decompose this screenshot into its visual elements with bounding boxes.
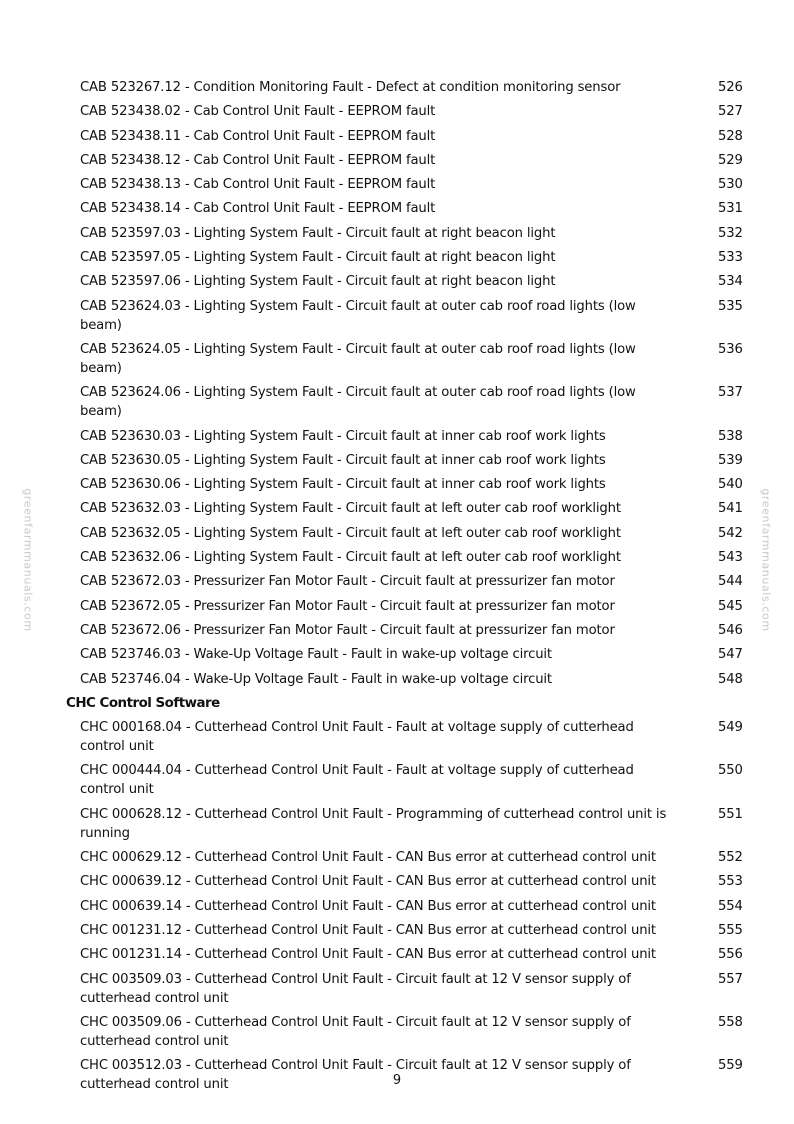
toc-entry-title: CAB 523630.05 - Lighting System Fault - Circuit fault at inner cab roof work lights [80, 452, 606, 468]
toc-entry-page: 529 [718, 152, 743, 168]
toc-entry[interactable] [66, 499, 756, 518]
toc-entry[interactable] [66, 175, 756, 194]
toc-entry-title: CAB 523630.03 - Lighting System Fault - Circuit fault at inner cab roof work lights [80, 428, 606, 444]
toc-entry[interactable] [66, 761, 756, 799]
toc-entry-title: CAB 523746.04 - Wake-Up Voltage Fault - Fault in wake-up voltage circuit [80, 671, 552, 687]
toc-entry[interactable] [66, 848, 756, 867]
toc-entry-page: 540 [718, 477, 743, 493]
toc-entry[interactable] [66, 597, 756, 616]
toc-entry-title: CAB 523267.12 - Condition Monitoring Fault - Defect at condition monitoring sensor [80, 80, 621, 95]
toc-entry-title: CAB 523746.03 - Wake-Up Voltage Fault - Fault in wake-up voltage circuit [80, 647, 552, 663]
toc-entry-title: CHC 001231.12 - Cutterhead Control Unit Fault - CAN Bus error at cutterhead control unit [80, 922, 656, 938]
toc-entry-title: CHC 000168.04 - Cutterhead Control Unit Fault - Fault at voltage supply of cutterhead control unit [80, 720, 634, 755]
toc-entry-page: 553 [718, 874, 743, 890]
toc-entry[interactable] [66, 383, 756, 421]
toc-entry-page: 532 [718, 225, 743, 241]
toc-entry-page: 544 [718, 574, 743, 590]
toc-entry-page: 555 [718, 922, 743, 938]
toc-entry[interactable] [66, 921, 756, 940]
watermark-right: greenfarmmanuals.com [759, 488, 773, 632]
toc-entry-title: CAB 523597.06 - Lighting System Fault - Circuit fault at right beacon light [80, 274, 556, 290]
toc-entry-page: 533 [718, 250, 743, 266]
toc-entry-title: CAB 523438.12 - Cab Control Unit Fault - EEPROM fault [80, 152, 436, 168]
toc-entry-title: CHC 000444.04 - Cutterhead Control Unit Fault - Fault at voltage supply of cutterhead control unit [80, 763, 634, 798]
toc-entry-page: 556 [718, 947, 743, 963]
toc-entry-page: 538 [718, 428, 743, 444]
toc-entry-title: CAB 523624.06 - Lighting System Fault - Circuit fault at outer cab roof road lights (low beam) [80, 385, 636, 420]
toc-entry[interactable] [66, 340, 756, 378]
toc-entry[interactable] [66, 297, 756, 335]
toc-entry[interactable] [66, 451, 756, 470]
page-number: 9 [392, 1073, 402, 1088]
toc-entry[interactable] [66, 224, 756, 243]
toc-entry[interactable] [66, 102, 756, 121]
toc-entry-page: 541 [718, 501, 743, 517]
toc-entry-page: 550 [718, 763, 743, 779]
toc-entry-page: 530 [718, 177, 743, 193]
toc-entry[interactable] [66, 805, 756, 843]
toc-entry-title: CAB 523624.05 - Lighting System Fault - Circuit fault at outer cab roof road lights (low beam) [80, 341, 636, 376]
toc-entry-title: CAB 523438.11 - Cab Control Unit Fault - EEPROM fault [80, 128, 436, 144]
toc-entry-page: 537 [718, 385, 743, 401]
toc-entry[interactable] [66, 78, 756, 97]
toc-entry[interactable] [66, 127, 756, 146]
toc-entry[interactable] [66, 872, 756, 891]
toc-entry-page: 534 [718, 274, 743, 290]
toc-entry-page: 535 [718, 298, 743, 314]
toc-entry[interactable] [66, 475, 756, 494]
toc-entry-title: CAB 523672.03 - Pressurizer Fan Motor Fault - Circuit fault at pressurizer fan motor [80, 574, 615, 590]
toc-entry-title: CAB 523438.02 - Cab Control Unit Fault - EEPROM fault [80, 104, 436, 120]
toc-entry-page: 557 [718, 971, 743, 987]
toc-entry[interactable] [66, 427, 756, 446]
toc-entry-title: CHC 003509.03 - Cutterhead Control Unit Fault - Circuit fault at 12 V sensor supply of cutterhead control unit [80, 971, 631, 1006]
toc-entry-page: 539 [718, 452, 743, 468]
toc-entry-page: 554 [718, 898, 743, 914]
toc-entry-page: 543 [718, 550, 743, 566]
toc-entry[interactable] [66, 151, 756, 170]
toc-entry-title: CAB 523632.06 - Lighting System Fault - Circuit fault at left outer cab roof worklight [80, 550, 621, 566]
toc-entry[interactable] [66, 199, 756, 218]
toc-entry[interactable] [66, 645, 756, 664]
toc-entry[interactable] [66, 945, 756, 964]
toc-entry-page: 536 [718, 341, 743, 357]
toc-entry-page: 546 [718, 622, 743, 638]
toc-entry-page: 558 [718, 1014, 743, 1030]
toc-entry[interactable] [66, 718, 756, 756]
toc-entry[interactable] [66, 970, 756, 1008]
toc-entry-page: 545 [718, 598, 743, 614]
toc-entry-title: CHC 000628.12 - Cutterhead Control Unit Fault - Programming of cutterhead control unit is running [80, 806, 667, 841]
toc-entry-page: 531 [718, 201, 743, 217]
toc-entry-title: CAB 523597.05 - Lighting System Fault - Circuit fault at right beacon light [80, 250, 556, 266]
toc-entry[interactable] [66, 670, 756, 689]
toc-entry-page: 542 [718, 525, 743, 541]
toc-entry-title: CHC 000639.14 - Cutterhead Control Unit Fault - CAN Bus error at cutterhead control unit [80, 898, 656, 914]
toc-entry-title: CHC 001231.14 - Cutterhead Control Unit Fault - CAN Bus error at cutterhead control unit [80, 947, 656, 963]
toc-entry-page: 549 [718, 720, 743, 736]
toc-entry-page: 559 [718, 1058, 743, 1074]
toc-entry-title: CAB 523632.03 - Lighting System Fault - Circuit fault at left outer cab roof worklight [80, 501, 621, 517]
table-of-contents [66, 78, 756, 1099]
toc-entry-title: CAB 523672.06 - Pressurizer Fan Motor Fault - Circuit fault at pressurizer fan motor [80, 622, 615, 638]
toc-entry[interactable] [66, 897, 756, 916]
toc-entry[interactable] [66, 272, 756, 291]
toc-entry[interactable] [66, 548, 756, 567]
toc-entry-page: 527 [718, 104, 743, 120]
toc-entry-title: CHC 000629.12 - Cutterhead Control Unit Fault - CAN Bus error at cutterhead control unit [80, 850, 656, 866]
toc-entry-title: CAB 523597.03 - Lighting System Fault - Circuit fault at right beacon light [80, 225, 556, 241]
toc-entry[interactable] [66, 621, 756, 640]
toc-entry-title: CAB 523672.05 - Pressurizer Fan Motor Fault - Circuit fault at pressurizer fan motor [80, 598, 615, 614]
toc-entry-page: 526 [718, 80, 743, 95]
toc-entry[interactable] [66, 572, 756, 591]
toc-entry-title: CHC 003512.03 - Cutterhead Control Unit Fault - Circuit fault at 12 V sensor supply of cutterhead control unit [80, 1058, 631, 1093]
toc-entry-title: CHC 000639.12 - Cutterhead Control Unit Fault - CAN Bus error at cutterhead control unit [80, 874, 656, 890]
watermark-left: greenfarmmanuals.com [21, 488, 35, 632]
toc-entry-page: 551 [718, 806, 743, 822]
toc-entry-title: CAB 523630.06 - Lighting System Fault - Circuit fault at inner cab roof work lights [80, 477, 606, 493]
toc-entry-page: 548 [718, 671, 743, 687]
toc-entry-page: 547 [718, 647, 743, 663]
toc-entry-page: 552 [718, 850, 743, 866]
toc-entry-title: CAB 523438.13 - Cab Control Unit Fault - EEPROM fault [80, 177, 436, 193]
toc-entry-title: CHC 003509.06 - Cutterhead Control Unit Fault - Circuit fault at 12 V sensor supply of cutterhead control unit [80, 1014, 631, 1049]
toc-entry[interactable] [66, 1013, 756, 1051]
toc-entry-title: CAB 523632.05 - Lighting System Fault - Circuit fault at left outer cab roof worklight [80, 525, 621, 541]
toc-entry-page: 528 [718, 128, 743, 144]
toc-entry-title: CAB 523624.03 - Lighting System Fault - Circuit fault at outer cab roof road lights (low beam) [80, 298, 636, 333]
section-heading: CHC Control Software [66, 695, 220, 711]
toc-entry[interactable] [66, 248, 756, 267]
toc-entry[interactable] [66, 524, 756, 543]
toc-entry-title: CAB 523438.14 - Cab Control Unit Fault - EEPROM fault [80, 201, 436, 217]
